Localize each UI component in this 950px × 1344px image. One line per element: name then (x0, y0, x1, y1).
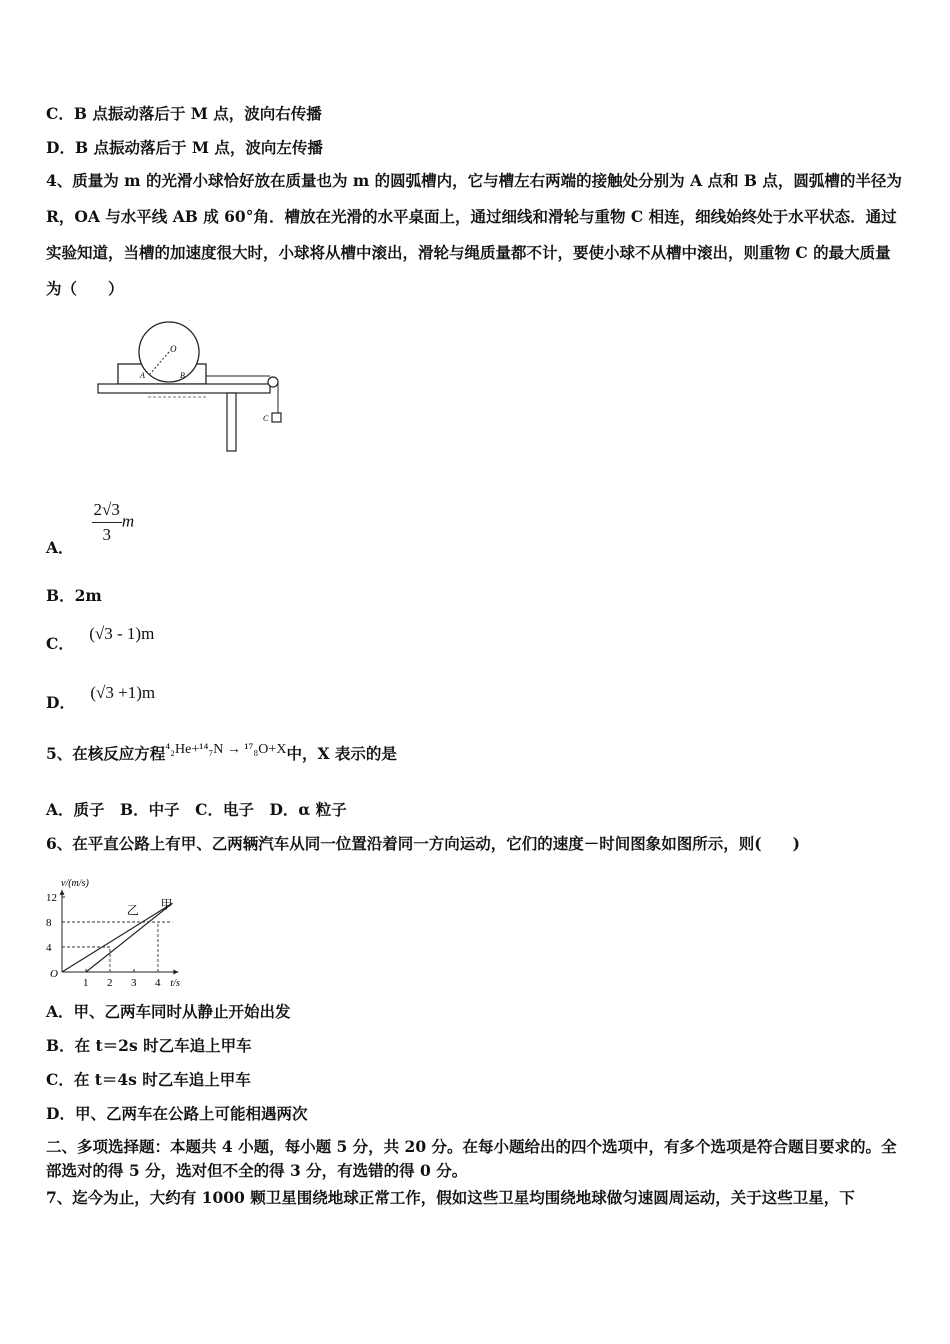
series-label-jia: 甲 (160, 897, 173, 912)
q4-option-a (46, 500, 135, 557)
x-tick-label: 2 (107, 977, 113, 987)
q4-option-a-var: m (121, 511, 135, 531)
pulley (268, 377, 278, 387)
q4-option-c (46, 622, 155, 653)
q4-option-b: B．2m (46, 586, 102, 605)
q5-options: A．质子 B．中子 C．电子 D．α 粒子 (46, 800, 347, 819)
q3-option-d: D．B 点振动落后于 M 点，波向左传播 (46, 138, 323, 157)
weight-c (272, 413, 281, 422)
y-tick-label: 8 (46, 917, 52, 929)
q4-option-a-fraction (92, 500, 122, 545)
q4-option-c-label: C． (46, 634, 74, 653)
q6-option-b: B．在 t＝2s 时乙车追上甲车 (46, 1036, 252, 1055)
x-tick-label: 1 (83, 977, 89, 987)
series-line-jia (62, 903, 172, 972)
q4-option-c-expr: (√3 - 1)m (89, 624, 155, 643)
vt-chart (40, 862, 215, 987)
label-a: A (140, 371, 145, 380)
q5-equation: ⁴₂He+¹⁴₇N → ¹⁷₈O+X (165, 742, 287, 757)
label-b: B (180, 371, 185, 380)
q5-stem (46, 742, 397, 764)
q5-stem-prefix: 5、在核反应方程 (46, 744, 166, 763)
x-axis-label: t/s (170, 978, 180, 987)
origin-label: O (50, 968, 58, 980)
q4-option-a-label: A． (46, 537, 74, 557)
y-axis-label: v/(m/s) (61, 877, 89, 889)
table-leg (227, 393, 236, 451)
q4-option-d-expr: (√3 +1)m (90, 683, 156, 702)
q3-option-c: C．B 点振动落后于 M 点，波向右传播 (46, 104, 322, 123)
q4-option-d (46, 681, 156, 712)
y-axis-arrow (60, 890, 65, 895)
q4-option-a-denominator: 3 (102, 525, 111, 544)
q6-option-a: A．甲、乙两车同时从静止开始出发 (46, 1002, 291, 1021)
q5-stem-suffix: 中，X 表示的是 (286, 744, 397, 763)
q4-figure (90, 318, 300, 458)
q6-stem: 6、在平直公路上有甲、乙两辆汽车从同一位置沿着同一方向运动，它们的速度－时间图象如图所示，则( ) (46, 834, 800, 853)
x-tick-label: 3 (131, 977, 137, 987)
q7-stem: 7、迄今为止，大约有 1000 颗卫星围绕地球正常工作，假如这些卫星均围绕地球做匀速圆周运动，关于这些卫星，下 (46, 1188, 855, 1207)
x-axis-arrow (173, 970, 178, 975)
x-tick-label: 4 (155, 977, 161, 987)
label-c: C (263, 414, 269, 423)
label-o: O (170, 344, 177, 354)
q6-option-d: D．甲、乙两车在公路上可能相遇两次 (46, 1104, 308, 1123)
section2-heading: 二、多项选择题：本题共 4 小题，每小题 5 分，共 20 分。在每小题给出的四个选项中，有多个选项是符合题目要求的。全部选对的得 5 分，选对但不全的得 3 分，有选错的得 0 分。 (46, 1137, 897, 1180)
y-tick-label: 12 (46, 892, 57, 904)
q4-stem: 4、质量为 m 的光滑小球恰好放在质量也为 m 的圆弧槽内，它与槽左右两端的接触处分别为 A 点和 B 点，圆弧槽的半径为 R，OA 与水平线 AB 成 60°角．槽放在光滑的水平桌面上，通过细线和滑轮与重物 C 相连，细线始终处于水平状态．通过实验知道，当槽的加速度很大时，小球将从槽中滚出，滑轮与绳质量都不计，要使小球不从槽中滚出，则重物 C 的最大质量为（ ） (46, 171, 902, 298)
q4-option-a-numerator: 2√3 (92, 500, 122, 523)
table-top (98, 384, 270, 393)
y-tick-label: 4 (46, 942, 52, 954)
q4-option-d-label: D． (46, 693, 75, 712)
series-label-yi: 乙 (126, 903, 139, 918)
q6-option-c: C．在 t＝4s 时乙车追上甲车 (46, 1070, 251, 1089)
